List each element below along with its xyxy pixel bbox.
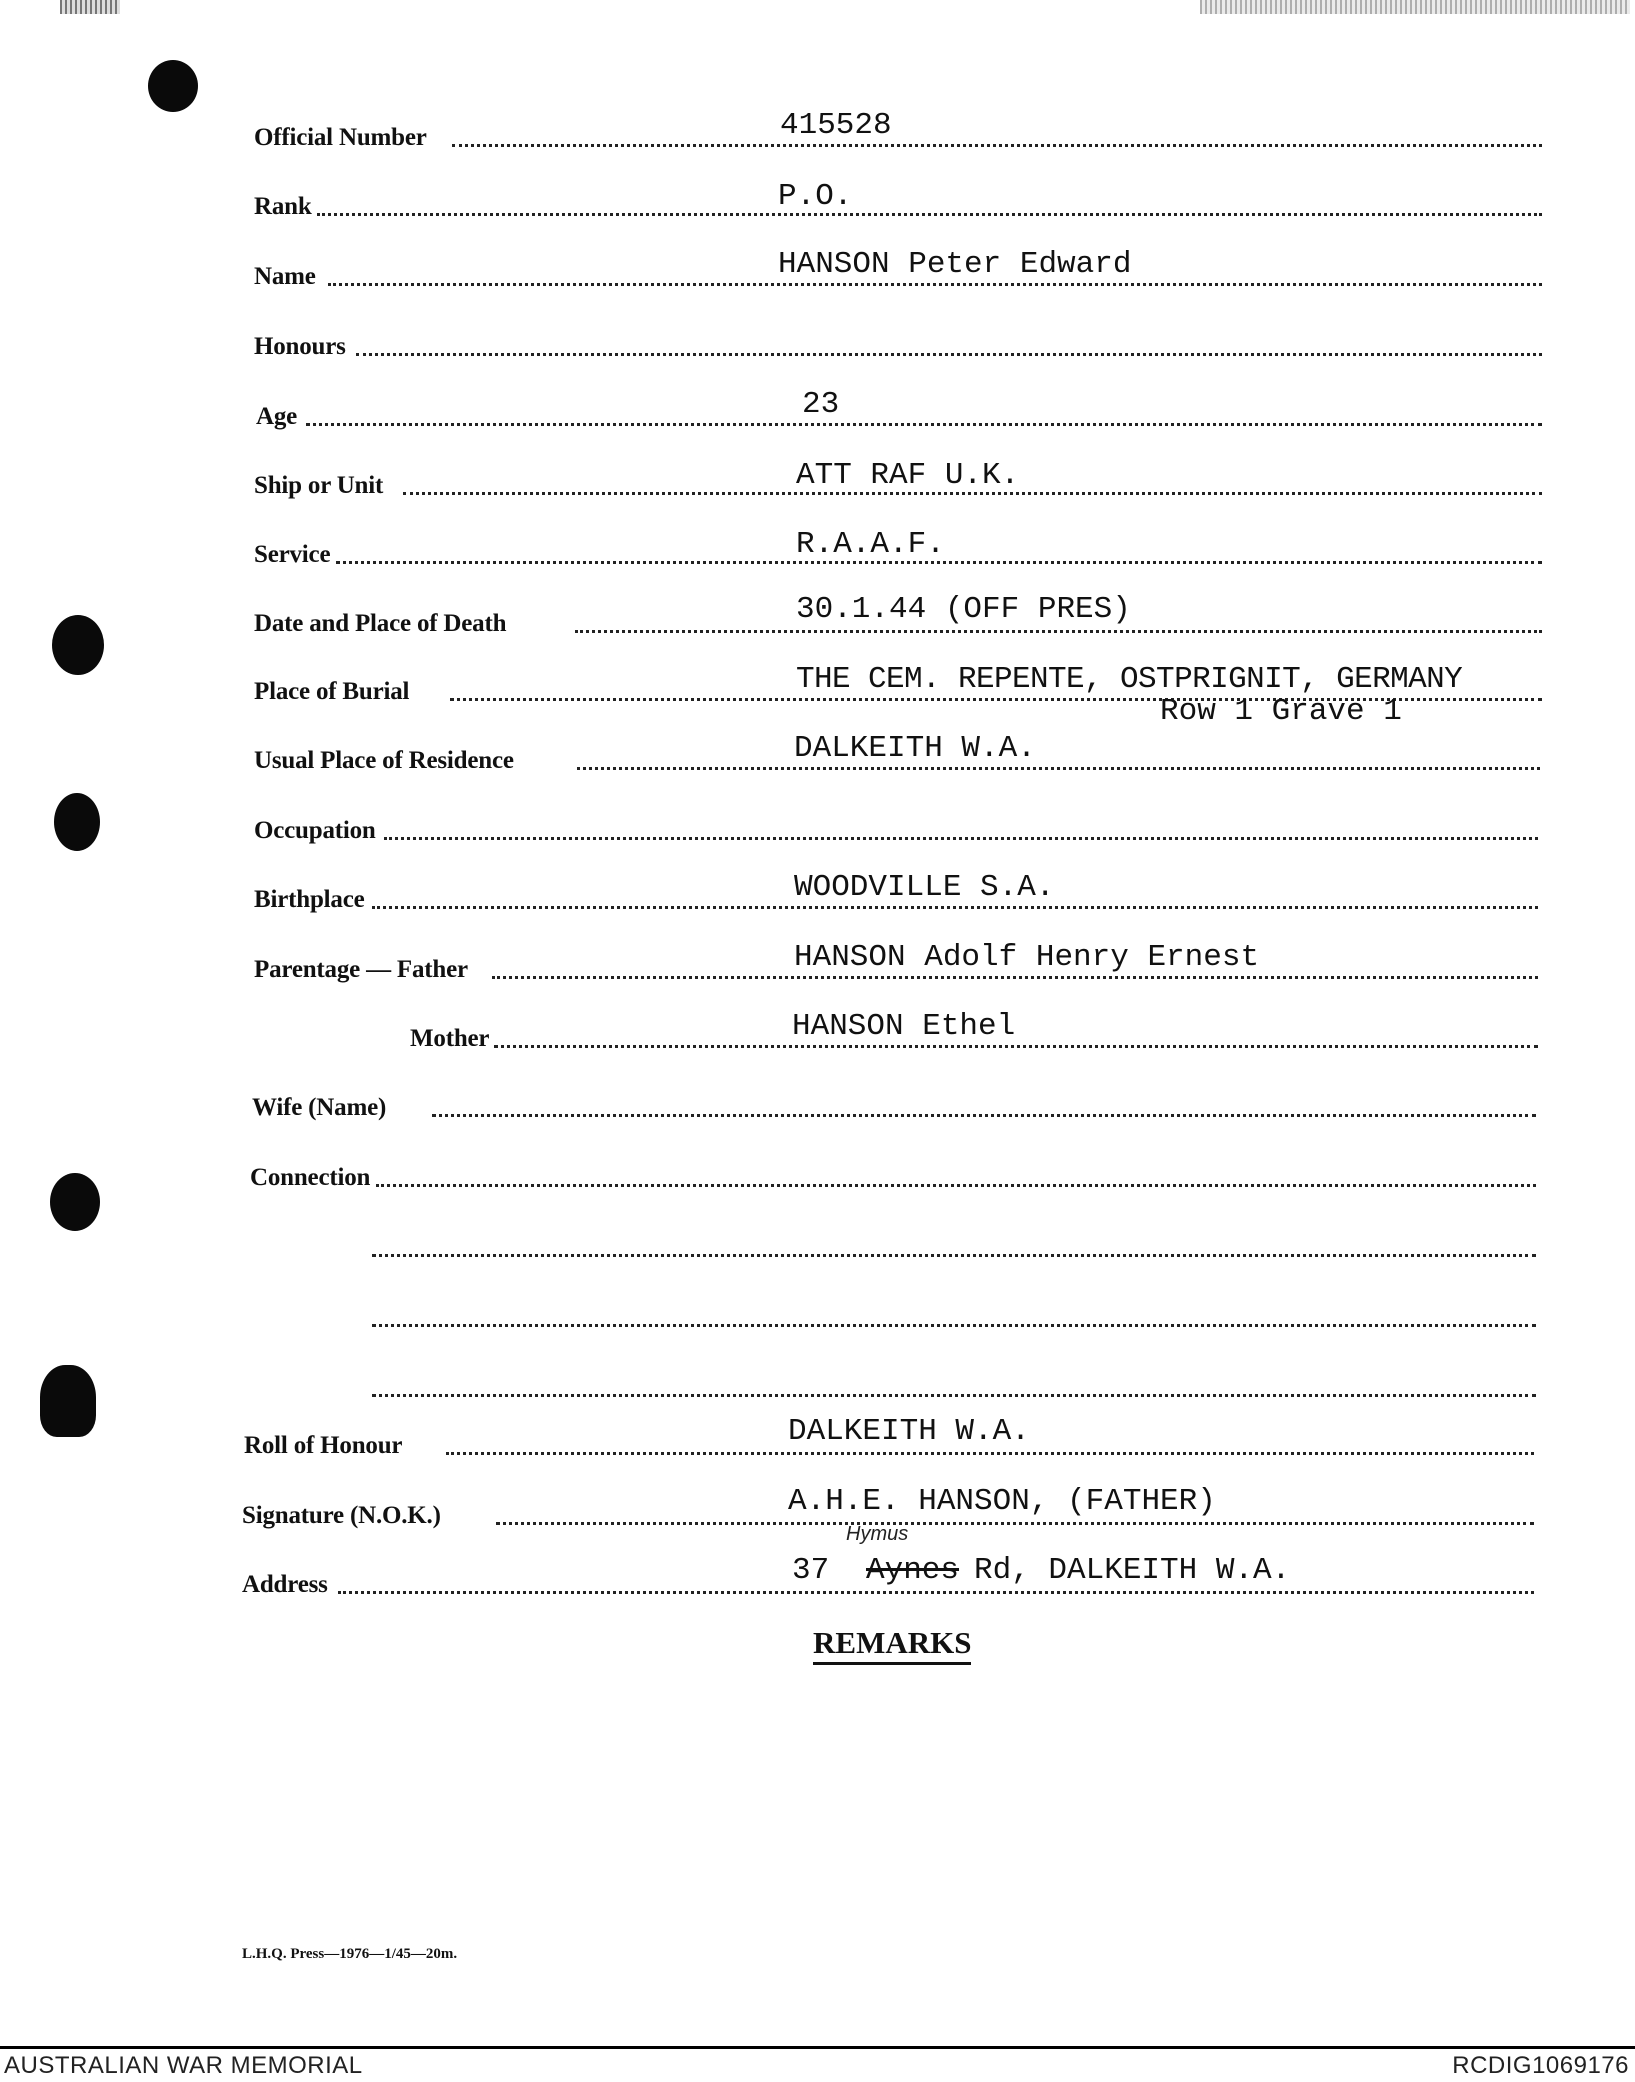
field-value: A.H.E. HANSON, (FATHER) [788,1484,1216,1519]
field-roll-of-honour [0,1388,1635,1458]
field-label: Birthplace [254,886,365,913]
field-name [0,219,1635,289]
printer-imprint: L.H.Q. Press—1976—1/45—20m. [242,1946,458,1962]
field-label: Address [242,1571,328,1598]
field-honours [0,289,1635,359]
field-connection-extra-line [0,1260,1635,1330]
field-usual-residence [0,703,1635,773]
dotted-line [446,1452,1534,1455]
dotted-line [384,837,1538,840]
dotted-line [575,630,1542,633]
field-label: Connection [250,1164,371,1191]
field-label: Roll of Honour [244,1432,403,1459]
field-value: ATT RAF U.K. [796,458,1020,493]
field-value: Rd, DALKEITH W.A. [974,1553,1291,1588]
field-value: HANSON Ethel [792,1009,1016,1044]
field-value: HANSON Adolf Henry Ernest [794,940,1260,975]
field-label: Date and Place of Death [254,610,507,637]
field-parentage-father [0,912,1635,982]
field-rank [0,149,1635,219]
address-handwritten-correction: Hymus [846,1523,909,1545]
field-ship-or-unit [0,428,1635,498]
field-label: Occupation [254,817,376,844]
footer-divider [0,2046,1635,2049]
dotted-line [338,1591,1534,1594]
field-value-continued: Row 1 Grave 1 [1160,694,1402,729]
remarks-heading: REMARKS [813,1626,971,1665]
footer-record-id: RCDIG1069176 [1452,2052,1629,2079]
field-age [0,359,1635,429]
field-label: Wife (Name) [252,1094,387,1121]
field-label: Ship or Unit [254,472,384,499]
field-value: HANSON Peter Edward [778,247,1132,282]
dotted-line [372,1324,1536,1327]
field-label: Service [254,541,331,568]
dotted-line [376,1184,1536,1187]
field-birthplace [0,842,1635,912]
scan-edge-noise [1200,0,1630,14]
field-connection [0,1120,1635,1190]
field-value: DALKEITH W.A. [788,1414,1030,1449]
field-place-of-burial [0,634,1635,729]
field-signature-nok [0,1458,1635,1528]
field-value: R.A.A.F. [796,527,945,562]
field-label: Name [254,263,316,290]
address-struck-word: Aynes [866,1553,960,1588]
field-label: Rank [254,193,312,220]
dotted-line [328,283,1542,286]
field-service [0,497,1635,567]
field-label: Usual Place of Residence [254,747,514,774]
dotted-line [306,423,1542,426]
field-label: Signature (N.O.K.) [242,1502,441,1529]
field-wife-name [0,1050,1635,1120]
dotted-line [452,144,1542,147]
field-label: Age [256,403,298,430]
field-value: THE CEM. REPENTE, OSTPRIGNIT, GERMANY [796,662,1463,697]
field-value: 30.1.44 (OFF PRES) [796,592,1131,627]
field-official-number [0,80,1635,150]
field-value: WOODVILLE S.A. [794,870,1055,905]
field-address [0,1523,1635,1598]
dotted-line [577,767,1540,770]
dotted-line [372,906,1538,909]
dotted-line [432,1114,1536,1117]
field-label: Honours [254,333,346,360]
scan-edge-noise [60,0,120,14]
field-occupation [0,773,1635,843]
dotted-line [492,976,1538,979]
field-label: Place of Burial [254,678,410,705]
field-value: DALKEITH W.A. [794,731,1036,766]
dotted-line [372,1254,1536,1257]
field-date-place-of-death [0,566,1635,636]
dotted-line [494,1045,1538,1048]
dotted-line [317,213,1542,216]
field-value: 23 [802,387,840,422]
footer-archive-name: AUSTRALIAN WAR MEMORIAL [4,2052,363,2079]
field-value: 415528 [780,108,892,143]
dotted-line [356,353,1542,356]
field-label: Mother [410,1025,490,1052]
field-label: Parentage — Father [254,956,468,983]
address-number: 37 [792,1553,830,1588]
field-label: Official Number [254,124,427,151]
field-parentage-mother [0,981,1635,1051]
dotted-line [496,1522,1534,1525]
field-connection-extra-line [0,1190,1635,1260]
field-value: P.O. [778,179,853,214]
